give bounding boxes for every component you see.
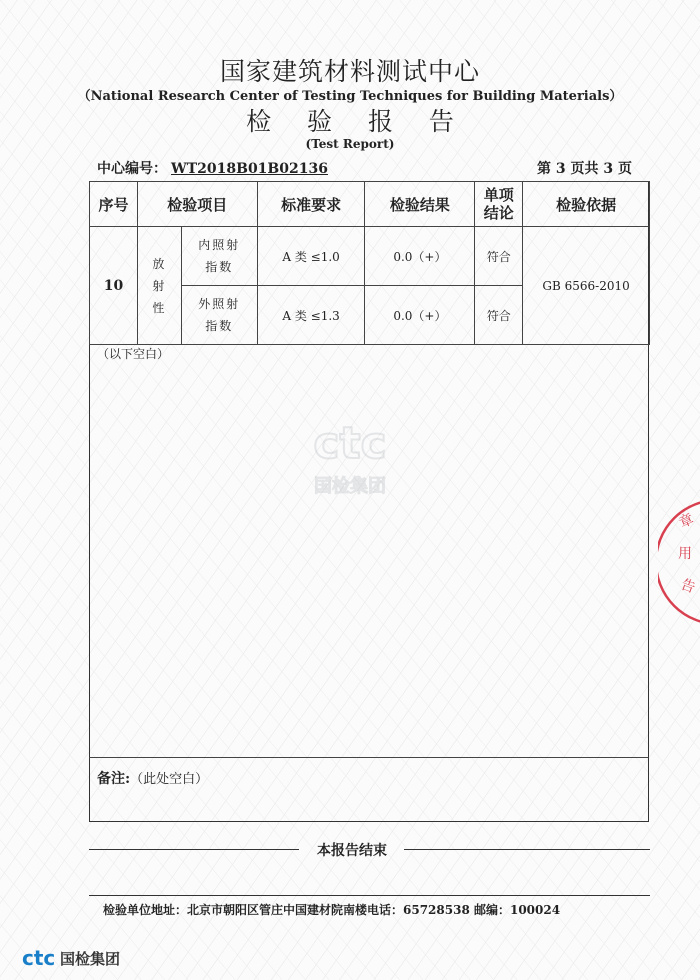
- center-title-english: （National Research Center of Testing Techniques for Building Materials）: [77, 89, 623, 104]
- note-text: （此处空白）: [130, 772, 209, 787]
- header-conclusion: [475, 182, 523, 227]
- ctc-logo-icon: [22, 946, 142, 970]
- cell-conclusion: 符合: [475, 227, 523, 286]
- center-number-value: WT2018B01B02136: [171, 161, 328, 177]
- cell-basis: GB 6566-2010: [523, 227, 650, 345]
- report-end: 本报告结束: [317, 843, 387, 859]
- svg-text:国检集团: 国检集团: [60, 950, 121, 968]
- report-title-english: (Test Report): [305, 137, 395, 151]
- header-standard: 标准要求: [257, 182, 365, 227]
- cell-standard: A 类 ≤1.0: [257, 227, 365, 286]
- cell-result: 0.0（+）: [365, 227, 475, 286]
- ctc-logo: [22, 946, 142, 974]
- cell-standard: A 类 ≤1.3: [257, 286, 365, 345]
- note: [97, 768, 208, 788]
- footer-divider: [89, 895, 650, 896]
- center-number-label: 中心编号：: [97, 161, 167, 177]
- svg-text:国检集团: 国检集团: [314, 476, 386, 497]
- header-conclusion-line2: 结论: [483, 204, 514, 222]
- svg-text:用: 用: [678, 546, 692, 562]
- watermark-icon: [290, 418, 410, 498]
- svg-text:ctc: ctc: [22, 946, 56, 970]
- watermark-logo: [290, 418, 410, 502]
- cell-category: 放 射 性: [137, 227, 181, 345]
- note-label: 备注:: [97, 771, 131, 787]
- header-item: 检验项目: [137, 182, 257, 227]
- report-title: 检 验 报 告: [246, 107, 468, 136]
- note-divider: [89, 757, 649, 758]
- blank-below-mark: （以下空白）: [97, 347, 170, 361]
- svg-text:ctc: ctc: [313, 418, 387, 469]
- center-number: [97, 158, 328, 178]
- cell-item: 外照射 指数: [181, 286, 257, 345]
- center-title: 国家建筑材料测试中心: [219, 57, 480, 86]
- table-row: [90, 227, 650, 286]
- cell-item: 内照射 指数: [181, 227, 257, 286]
- end-divider-right: [404, 849, 650, 850]
- seal-stamp-icon: [658, 498, 700, 628]
- cell-conclusion: 符合: [475, 286, 523, 345]
- header-conclusion-line1: 单项: [483, 186, 514, 204]
- cell-seq: 10: [90, 227, 138, 345]
- header-seq: 序号: [90, 182, 138, 227]
- svg-text:章: 章: [676, 511, 697, 532]
- svg-text:告: 告: [678, 576, 698, 597]
- cell-result: 0.0（+）: [365, 286, 475, 345]
- table-header-row: [90, 182, 650, 227]
- end-divider-left: [89, 849, 299, 850]
- header-result: 检验结果: [365, 182, 475, 227]
- header-basis: 检验依据: [523, 182, 650, 227]
- page-info: 第 3 页共 3 页: [537, 161, 632, 177]
- footer-address: 检验单位地址：北京市朝阳区管庄中国建材院南楼电话：65728538 邮编：100024: [103, 903, 561, 917]
- report-table: [89, 181, 650, 345]
